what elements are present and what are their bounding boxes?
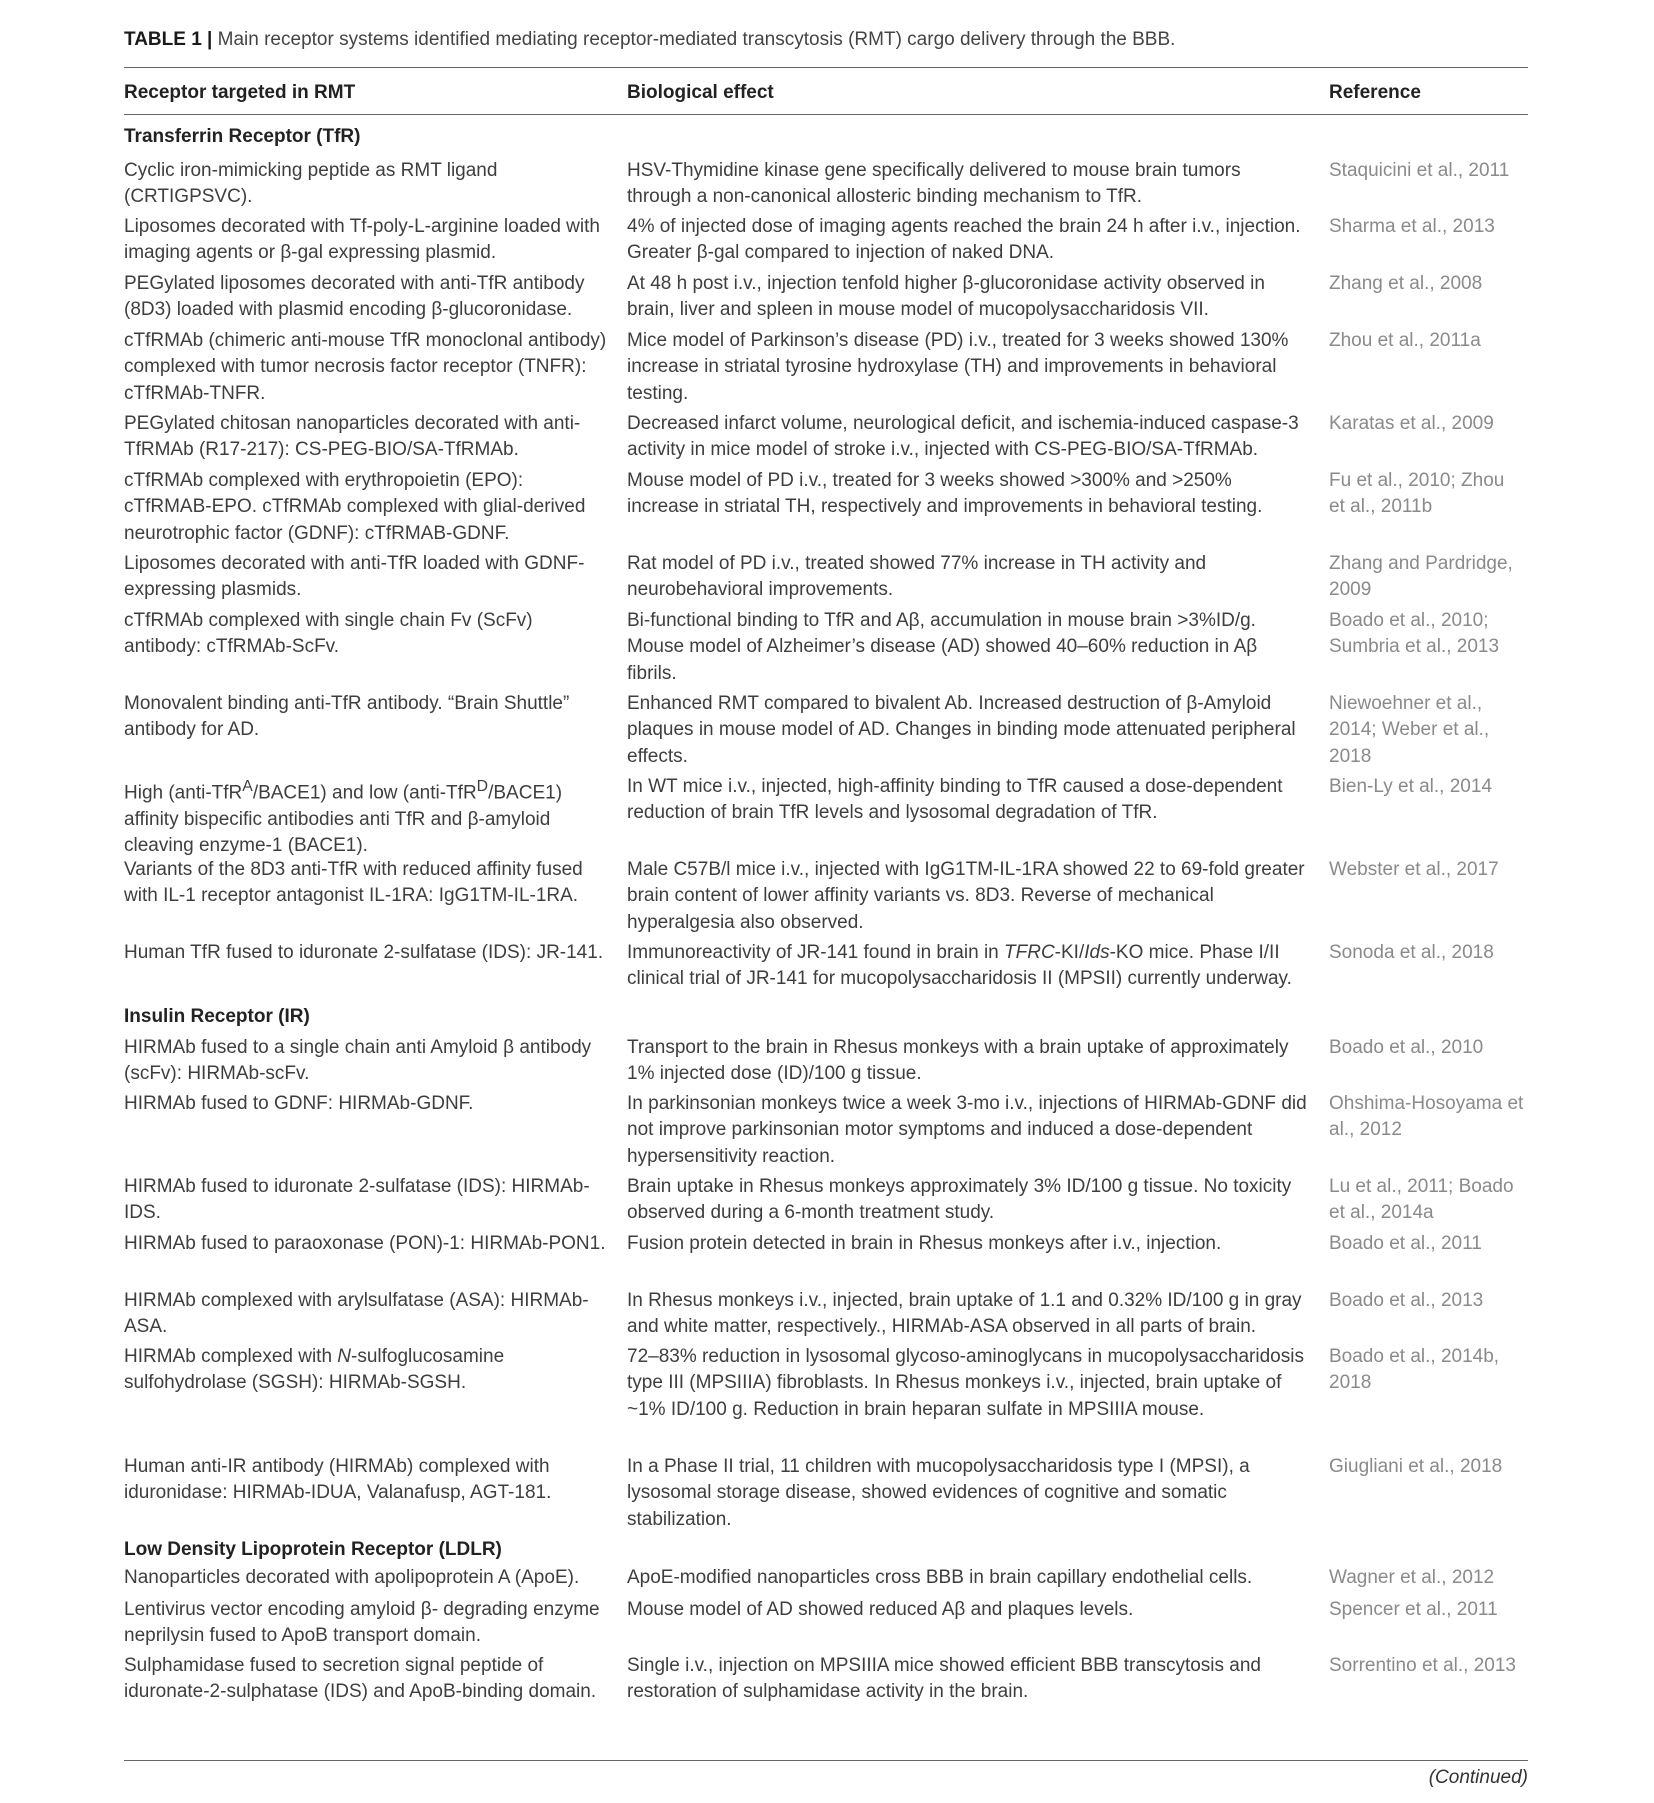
text-run: /BACE1) affinity bispecific antibodies anti TfR and β-amyloid cleaving enzyme-1 (BACE1). — [124, 782, 563, 857]
top-rule — [124, 67, 1528, 68]
effect-cell: Mice model of Parkinson’s disease (PD) i.v., treated for 3 weeks showed 130% increase in striatal tyrosine hydroxylase (TH) and improvements in behavioral testing. — [627, 330, 1289, 404]
table-caption — [124, 27, 1524, 53]
receptor-cell: Cyclic iron-mimicking peptide as RMT ligand (CRTIGPSVC). — [124, 160, 498, 208]
reference-cell: Fu et al., 2010; Zhou et al., 2011b — [1329, 470, 1505, 518]
reference-cell: Spencer et al., 2011 — [1329, 1599, 1498, 1620]
receptor-cell: HIRMAb fused to GDNF: HIRMAb-GDNF. — [124, 1093, 474, 1114]
text-run: High (anti-TfR — [124, 782, 243, 804]
continued-note: (Continued) — [1428, 1767, 1528, 1788]
reference-cell: Sharma et al., 2013 — [1329, 216, 1495, 237]
text-run: Immunoreactivity of JR-141 found in brain in — [627, 942, 1005, 963]
italic-run: TFRC — [1004, 942, 1055, 963]
receptor-cell: cTfRMAb complexed with erythropoietin (EPO): cTfRMAB-EPO. cTfRMAb complexed with glial-derived neurotrophic factor (GDNF): cTfRMAB-GDNF. — [124, 470, 586, 544]
receptor-cell: Sulphamidase fused to secretion signal peptide of iduronate-2-sulphatase (IDS) and ApoB-binding domain. — [124, 1655, 597, 1703]
receptor-cell: Human anti-IR antibody (HIRMAb) complexed with iduronidase: HIRMAb-IDUA, Valanafusp, AGT-181. — [124, 1456, 552, 1504]
italic-run: Ids — [1084, 942, 1110, 963]
superscript: D — [476, 778, 489, 795]
reference-cell: Ohshima-Hosoyama et al., 2012 — [1329, 1093, 1524, 1141]
reference-cell: Boado et al., 2014b, 2018 — [1329, 1346, 1500, 1394]
reference-cell: Zhou et al., 2011a — [1329, 330, 1481, 351]
text-run: -KI/ — [1054, 942, 1085, 963]
header-reference: Reference — [1329, 82, 1421, 103]
reference-cell: Boado et al., 2013 — [1329, 1290, 1484, 1311]
effect-cell: At 48 h post i.v., injection tenfold higher β-glucoronidase activity observed in brain, liver and spleen in mouse model of mucopolysaccharidosis VII. — [627, 273, 1265, 321]
receptor-cell: HIRMAb fused to a single chain anti Amyloid β antibody (scFv): HIRMAb-scFv. — [124, 1037, 592, 1085]
effect-cell: 4% of injected dose of imaging agents reached the brain 24 h after i.v., injection. Greater β-gal compared to injection of naked DNA. — [627, 216, 1301, 264]
effect-cell: In WT mice i.v., injected, high-affinity binding to TfR caused a dose-dependent reduction of brain TfR levels and lysosomal degradation of TfR. — [627, 776, 1283, 824]
reference-cell: Staquicini et al., 2011 — [1329, 160, 1510, 181]
reference-cell: Wagner et al., 2012 — [1329, 1567, 1495, 1588]
effect-cell: In Rhesus monkeys i.v., injected, brain uptake of 1.1 and 0.32% ID/100 g in gray and white matter, respectively., HIRMAb-ASA observed in all parts of brain. — [627, 1290, 1302, 1338]
effect-cell: Transport to the brain in Rhesus monkeys with a brain uptake of approximately 1% injected dose (ID)/100 g tissue. — [627, 1037, 1289, 1085]
effect-cell: Single i.v., injection on MPSIIIA mice showed efficient BBB transcytosis and restoration of sulphamidase activity in the brain. — [627, 1655, 1261, 1703]
receptor-cell: Monovalent binding anti-TfR antibody. “Brain Shuttle” antibody for AD. — [124, 693, 570, 741]
reference-cell: Lu et al., 2011; Boado et al., 2014a — [1329, 1176, 1514, 1224]
reference-cell: Boado et al., 2010 — [1329, 1037, 1484, 1058]
section-title: Transferrin Receptor (TfR) — [124, 126, 361, 147]
receptor-cell: Liposomes decorated with anti-TfR loaded with GDNF-expressing plasmids. — [124, 553, 585, 601]
reference-cell: Bien-Ly et al., 2014 — [1329, 776, 1493, 797]
receptor-cell — [124, 1344, 610, 1397]
receptor-cell: HIRMAb complexed with arylsulfatase (ASA): HIRMAb-ASA. — [124, 1290, 589, 1338]
receptor-cell: Human TfR fused to iduronate 2-sulfatase (IDS): JR-141. — [124, 942, 604, 963]
section-title: Low Density Lipoprotein Receptor (LDLR) — [124, 1539, 502, 1560]
effect-cell: Mouse model of AD showed reduced Aβ and plaques levels. — [627, 1599, 1134, 1620]
receptor-cell: Variants of the 8D3 anti-TfR with reduced affinity fused with IL-1 receptor antagonist IL-1RA: IgG1TM-IL-1RA. — [124, 859, 583, 907]
text-run: -KO mice. Phase I/II clinical trial of JR-141 for mucopolysaccharidosis II (MPSII) currently underway. — [627, 942, 1292, 990]
reference-cell: Boado et al., 2011 — [1329, 1233, 1482, 1254]
receptor-cell: PEGylated liposomes decorated with anti-TfR antibody (8D3) loaded with plasmid encoding β-glucoronidase. — [124, 273, 585, 321]
reference-cell: Zhang and Pardridge, 2009 — [1329, 553, 1513, 601]
text-run: -sulfoglucosamine sulfohydrolase (SGSH): HIRMAb-SGSH. — [124, 1346, 505, 1394]
effect-cell: Fusion protein detected in brain in Rhesus monkeys after i.v., injection. — [627, 1233, 1222, 1254]
effect-cell: Mouse model of PD i.v., treated for 3 weeks showed >300% and >250% increase in striatal TH, respectively and improvements in behavioral testing. — [627, 470, 1263, 518]
bottom-rule — [124, 1760, 1528, 1761]
receptor-cell: cTfRMAb complexed with single chain Fv (ScFv) antibody: cTfRMAb-ScFv. — [124, 610, 533, 658]
effect-cell: In a Phase II trial, 11 children with mucopolysaccharidosis type I (MPSI), a lysosomal storage disease, showed evidences of cognitive and somatic stabilization. — [627, 1456, 1250, 1530]
reference-cell: Sorrentino et al., 2013 — [1329, 1655, 1516, 1676]
effect-cell: Enhanced RMT compared to bivalent Ab. Increased destruction of β-Amyloid plaques in mouse model of AD. Changes in binding mode attenuated peripheral effects. — [627, 693, 1296, 767]
effect-cell: Rat model of PD i.v., treated showed 77% increase in TH activity and neurobehavioral improvements. — [627, 553, 1207, 601]
header-effect: Biological effect — [627, 82, 774, 103]
receptor-cell: HIRMAb fused to paraoxonase (PON)-1: HIRMAb-PON1. — [124, 1233, 606, 1254]
effect-cell: HSV-Thymidine kinase gene specifically delivered to mouse brain tumors through a non-canonical allosteric binding mechanism to TfR. — [627, 160, 1241, 208]
text-run: /BACE1) and low (anti-TfR — [252, 782, 477, 804]
receptor-cell: PEGylated chitosan nanoparticles decorated with anti-TfRMAb (R17-217): CS-PEG-BIO/SA-TfRMAb. — [124, 413, 581, 461]
superscript: A — [242, 778, 253, 795]
effect-cell: 72–83% reduction in lysosomal glycoso-aminoglycans in mucopolysaccharidosis type III (MPSIIIA) fibroblasts. In Rhesus monkeys i.v., injected, brain uptake of ~1% ID/100 g. Reduction in brain heparan sulfate in MPSIIIA mouse. — [627, 1346, 1304, 1420]
table-caption-text: Main receptor systems identified mediating receptor-mediated transcytosis (RMT) cargo delivery through the BBB. — [217, 29, 1176, 50]
reference-cell: Webster et al., 2017 — [1329, 859, 1499, 880]
reference-cell: Zhang et al., 2008 — [1329, 273, 1483, 294]
effect-cell: Decreased infarct volume, neurological deficit, and ischemia-induced caspase-3 activity in mice model of stroke i.v., injected with CS-PEG-BIO/SA-TfRMAb. — [627, 413, 1299, 461]
effect-cell: Bi-functional binding to TfR and Aβ, accumulation in mouse brain >3%ID/g. Mouse model of Alzheimer’s disease (AD) showed 40–60% reduction in Aβ fibrils. — [627, 610, 1258, 684]
italic-run: N — [337, 1346, 352, 1367]
receptor-cell: Liposomes decorated with Tf-poly-L-arginine loaded with imaging agents or β-gal expressing plasmid. — [124, 216, 600, 264]
receptor-cell: cTfRMAb (chimeric anti-mouse TfR monoclonal antibody) complexed with tumor necrosis factor receptor (TNFR): cTfRMAb-TNFR. — [124, 330, 607, 404]
receptor-cell: Nanoparticles decorated with apolipoprotein A (ApoE). — [124, 1567, 580, 1588]
section-title: Insulin Receptor (IR) — [124, 1006, 310, 1027]
effect-cell: Male C57B/l mice i.v., injected with IgG1TM-IL-1RA showed 22 to 69-fold greater brain content of lower affinity variants vs. 8D3. Reverse of mechanical hyperalgesia also observed. — [627, 859, 1305, 933]
header-receptor: Receptor targeted in RMT — [124, 82, 356, 103]
receptor-cell — [124, 774, 610, 860]
reference-cell: Niewoehner et al., 2014; Weber et al., 2018 — [1329, 693, 1490, 767]
reference-cell: Sonoda et al., 2018 — [1329, 942, 1494, 963]
receptor-cell: Lentivirus vector encoding amyloid β- degrading enzyme neprilysin fused to ApoB transport domain. — [124, 1599, 600, 1647]
effect-cell: In parkinsonian monkeys twice a week 3-mo i.v., injections of HIRMAb-GDNF did not improve parkinsonian motor symptoms and induced a dose-dependent hypersensitivity reaction. — [627, 1093, 1307, 1167]
effect-cell: Brain uptake in Rhesus monkeys approximately 3% ID/100 g tissue. No toxicity observed during a 6-month treatment study. — [627, 1176, 1292, 1224]
table-label: TABLE 1 | — [124, 29, 213, 50]
text-run: HIRMAb complexed with — [124, 1346, 338, 1367]
reference-cell: Karatas et al., 2009 — [1329, 413, 1494, 434]
header-rule — [124, 114, 1528, 115]
reference-cell: Boado et al., 2010; Sumbria et al., 2013 — [1329, 610, 1500, 658]
effect-cell: ApoE-modified nanoparticles cross BBB in brain capillary endothelial cells. — [627, 1567, 1253, 1588]
effect-cell — [627, 940, 1307, 993]
reference-cell: Giugliani et al., 2018 — [1329, 1456, 1503, 1477]
receptor-cell: HIRMAb fused to iduronate 2-sulfatase (IDS): HIRMAb-IDS. — [124, 1176, 590, 1224]
